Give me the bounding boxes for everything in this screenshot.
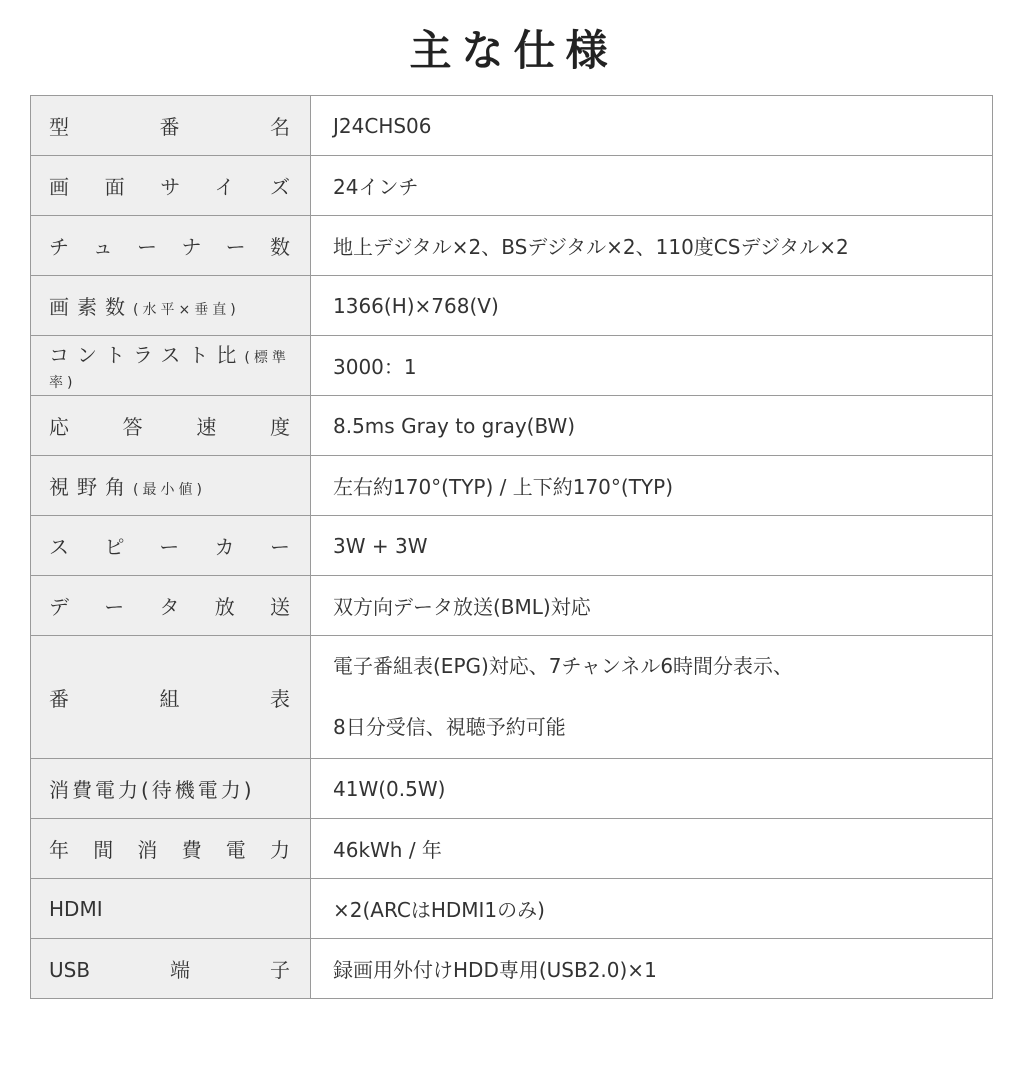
spec-row bbox=[31, 516, 993, 576]
spec-label-cell bbox=[31, 636, 311, 759]
spec-label: 年間消費電力 bbox=[49, 838, 290, 862]
spec-value-cell bbox=[311, 939, 993, 999]
spec-value-cell bbox=[311, 216, 993, 276]
spec-value-cell bbox=[311, 576, 993, 636]
spec-value: 3W + 3W bbox=[333, 533, 428, 558]
spec-label-cell bbox=[31, 759, 311, 819]
spec-row bbox=[31, 456, 993, 516]
spec-value: 3000：1 bbox=[333, 355, 417, 379]
spec-value-cell bbox=[311, 276, 993, 336]
spec-value-cell bbox=[311, 156, 993, 216]
spec-row bbox=[31, 819, 993, 879]
spec-label: USB端子 bbox=[49, 958, 290, 982]
spec-row bbox=[31, 576, 993, 636]
spec-label: コントラスト比 bbox=[49, 343, 245, 367]
spec-value: ×2(ARCはHDMI1のみ) bbox=[333, 898, 545, 922]
spec-label-cell bbox=[31, 819, 311, 879]
spec-label: HDMI bbox=[49, 896, 103, 921]
spec-value-cell bbox=[311, 96, 993, 156]
spec-label-cell bbox=[31, 939, 311, 999]
spec-label-note: (標準率) bbox=[49, 350, 290, 391]
spec-label-cell bbox=[31, 96, 311, 156]
spec-value: 46kWh / 年 bbox=[333, 838, 442, 862]
spec-label-cell bbox=[31, 396, 311, 456]
spec-table bbox=[30, 95, 993, 999]
spec-value-cell bbox=[311, 456, 993, 516]
spec-value-cell bbox=[311, 396, 993, 456]
spec-label: 画素数 bbox=[49, 295, 133, 319]
spec-label-cell bbox=[31, 276, 311, 336]
spec-label: チューナー数 bbox=[49, 235, 290, 259]
page-title: 主な仕様 bbox=[409, 26, 618, 75]
spec-row bbox=[31, 336, 993, 396]
spec-value: 録画用外付けHDD専用(USB2.0)×1 bbox=[333, 958, 657, 982]
spec-label-cell bbox=[31, 456, 311, 516]
spec-row bbox=[31, 396, 993, 456]
spec-value: 8.5ms Gray to gray(BW) bbox=[333, 413, 576, 438]
spec-row bbox=[31, 216, 993, 276]
spec-value: 1366(H)×768(V) bbox=[333, 293, 499, 318]
spec-row bbox=[31, 939, 993, 999]
spec-row bbox=[31, 636, 993, 759]
spec-row bbox=[31, 759, 993, 819]
spec-value: 地上デジタル×2、BSデジタル×2、110度CSデジタル×2 bbox=[333, 235, 849, 259]
spec-label: 消費電力(待機電力) bbox=[49, 778, 255, 802]
spec-label: 型番名 bbox=[49, 115, 290, 139]
spec-label-cell bbox=[31, 216, 311, 276]
spec-value-cell bbox=[311, 879, 993, 939]
spec-label-note: (最小値) bbox=[133, 482, 206, 498]
spec-value-cell bbox=[311, 759, 993, 819]
spec-value-cell bbox=[311, 819, 993, 879]
spec-value-cell bbox=[311, 636, 993, 759]
spec-label: 応答速度 bbox=[49, 415, 290, 439]
spec-label-cell bbox=[31, 576, 311, 636]
spec-label-cell bbox=[31, 516, 311, 576]
spec-label-cell bbox=[31, 336, 311, 396]
spec-label-note: (水平×垂直) bbox=[133, 302, 240, 318]
spec-row bbox=[31, 96, 993, 156]
spec-value: 24インチ bbox=[333, 175, 419, 199]
spec-value: 41W(0.5W) bbox=[333, 776, 446, 801]
spec-label-cell bbox=[31, 879, 311, 939]
spec-row bbox=[31, 879, 993, 939]
spec-label: 番組表 bbox=[49, 686, 290, 711]
spec-value: 双方向データ放送(BML)対応 bbox=[333, 595, 591, 619]
spec-value: 左右約170°(TYP) / 上下約170°(TYP) bbox=[333, 475, 673, 499]
spec-value: 電子番組表(EPG)対応、7チャンネル6時間分表示、 bbox=[333, 654, 794, 678]
spec-value-cell bbox=[311, 336, 993, 396]
spec-row bbox=[31, 276, 993, 336]
spec-label: スピーカー bbox=[49, 535, 290, 559]
spec-label: データ放送 bbox=[49, 595, 290, 619]
spec-label-cell bbox=[31, 156, 311, 216]
spec-row bbox=[31, 156, 993, 216]
spec-label: 画面サイズ bbox=[49, 175, 290, 199]
spec-value: 8日分受信、視聴予約可能 bbox=[333, 715, 566, 739]
spec-label: 視野角 bbox=[49, 475, 133, 499]
spec-value: J24CHS06 bbox=[333, 113, 432, 138]
spec-value-cell bbox=[311, 516, 993, 576]
